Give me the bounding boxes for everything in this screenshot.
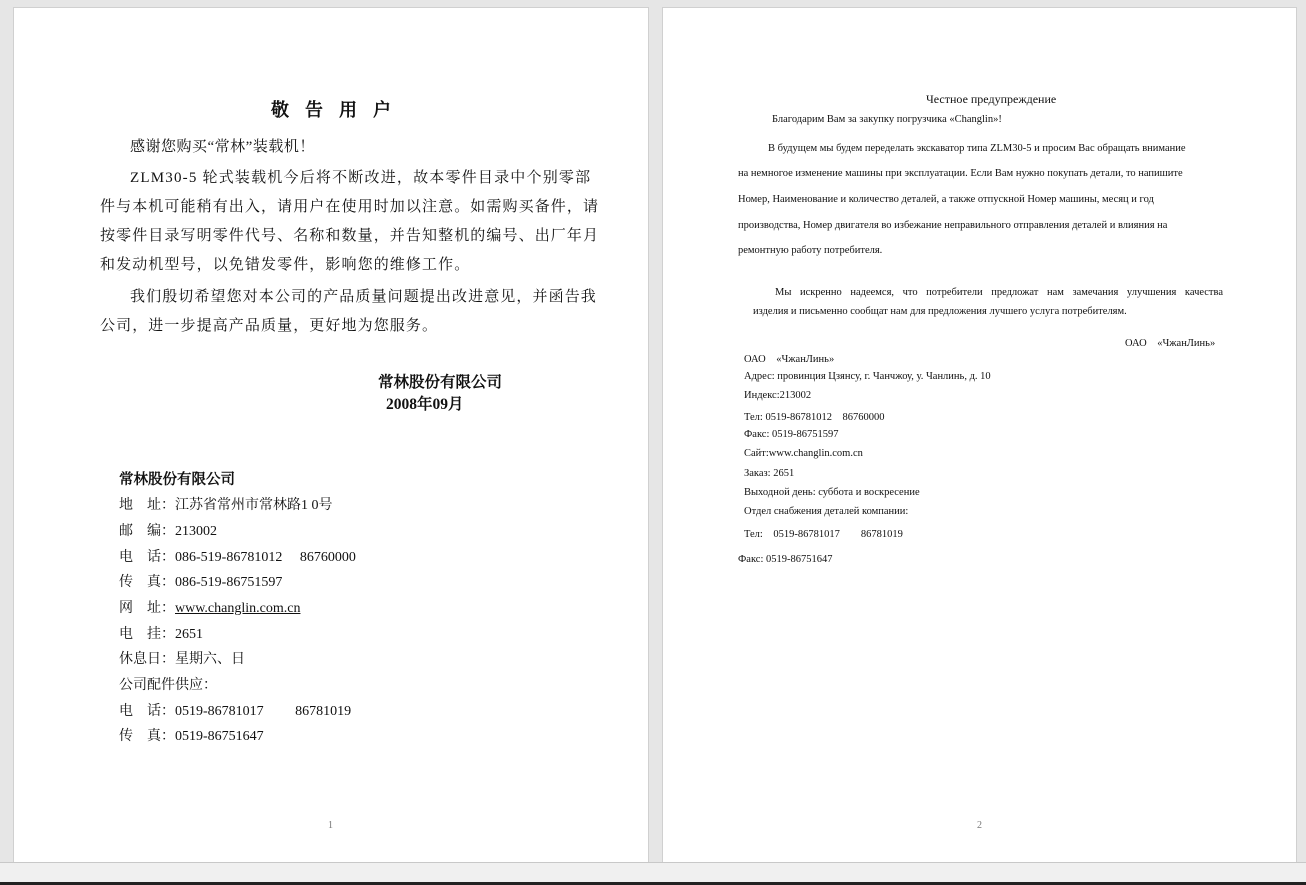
contact-line: ОАО «ЧжанЛинь»	[744, 354, 835, 365]
page-number: 2	[977, 820, 982, 831]
contact-line: Отдел снабжения деталей компании:	[744, 506, 909, 517]
page-number: 1	[328, 820, 333, 831]
contact-label: 电 挂：	[119, 627, 175, 642]
contact-line: Выходной день: суббота и воскресение	[744, 487, 920, 498]
contact-label: 电 话：	[119, 704, 175, 719]
contact-line: Факс: 0519-86751597	[744, 429, 839, 440]
paragraph-line: В будущем мы будем переделать экскаватор типа ZLM30-5 и просим Вас обращать внимание	[768, 143, 1186, 154]
horizontal-scrollbar[interactable]	[0, 862, 1306, 883]
contact-line: Тел: 0519-86781012 86760000	[744, 412, 885, 423]
contact-fax: Факс: 0519-86751647	[738, 554, 833, 565]
page-title: Честное предупреждение	[926, 92, 1057, 106]
paragraph-line: ремонтную работу потребителя.	[738, 245, 883, 256]
contact-label: 网 址：	[119, 601, 175, 616]
contact-line: Адрес: провинция Цзянсу, г. Чанчжоу, у. Чанлинь, д. 10	[744, 371, 991, 382]
paragraph-line: изделия и письменно сообщат нам для предложения лучшего услуга потребителям.	[753, 306, 1127, 317]
contact-postcode	[119, 520, 217, 540]
contact-line: Тел: 0519-86781017 86781019	[744, 529, 903, 540]
contact-label: 传 真：	[119, 575, 175, 590]
contact-value: 0519-86751647	[175, 729, 264, 744]
contact-label: 传 真：	[119, 729, 175, 744]
contact-value: 江苏省常州市常林路1 0号	[175, 498, 333, 513]
contact-website	[119, 597, 300, 617]
contact-value: 086-519-86781012 86760000	[175, 550, 356, 565]
contact-company: 常林股份有限公司	[119, 472, 235, 488]
paragraph-line: Мы искренно надеемся, что потребители предложат нам замечания улучшения качества	[775, 287, 1223, 298]
contact-label: 电 话：	[119, 550, 175, 565]
contact-value: 0519-86781017 86781019	[175, 704, 352, 719]
contact-phone	[119, 546, 356, 566]
contact-telegraph	[119, 623, 203, 643]
contact-value: 星期六、日	[175, 652, 245, 667]
paragraph-line: на немногое изменение машины при эксплуатации. Если Вам нужно покупать детали, то напишите	[738, 168, 1183, 179]
paragraph-line: 公司，进一步提高产品质量，更好地为您服务。	[100, 318, 439, 334]
greeting: Благодарим Вам за закупку погрузчика «Changlin»!	[772, 114, 1002, 125]
contact-line: Сайт:www.changlin.com.cn	[744, 448, 863, 459]
contact-label: 休息日：	[119, 652, 175, 667]
contact-parts-phone	[119, 700, 351, 720]
contact-label: 邮 编：	[119, 524, 175, 539]
contact-fax	[119, 571, 282, 591]
paragraph-line: производства, Номер двигателя во избежание неправильного отправления деталей и влияния на	[738, 220, 1168, 231]
contact-value: 2651	[175, 627, 203, 642]
contact-parts-supply	[119, 674, 217, 694]
contact-address	[119, 494, 333, 514]
paragraph-line: 我们殷切希望您对本公司的产品质量问题提出改进意见，并函告我	[130, 289, 597, 305]
contact-value: 086-519-86751597	[175, 575, 283, 590]
paragraph-line: 和发动机型号，以免错发零件，影响您的维修工作。	[100, 257, 471, 273]
website-link[interactable]: www.changlin.com.cn	[175, 601, 301, 616]
paragraph-greeting: 感谢您购买“常林”装载机！	[130, 139, 315, 155]
contact-label: 公司配件供应：	[119, 678, 217, 693]
paragraph-line: ZLM30-5 轮式装载机今后将不断改进，故本零件目录中个别零部	[130, 170, 592, 186]
document-page-1	[14, 8, 648, 862]
document-page-2	[663, 8, 1296, 862]
paragraph-line: 按零件目录写明零件代号、名称和数量，并告知整机的编号、出厂年月	[100, 228, 600, 244]
signature-date: 2008年09月	[386, 396, 464, 413]
signature: ОАО «ЧжанЛинь»	[1125, 338, 1216, 349]
paragraph-line: 件与本机可能稍有出入，请用户在使用时加以注意。如需购买备件，请	[100, 199, 600, 215]
contact-rest-day	[119, 648, 245, 668]
page-title: 敬告用户	[271, 100, 407, 120]
contact-label: 地 址：	[119, 498, 175, 513]
signature-company: 常林股份有限公司	[378, 374, 503, 391]
contact-value: 213002	[175, 524, 217, 539]
contact-parts-fax	[119, 725, 264, 745]
contact-line: Индекс:213002	[744, 390, 812, 401]
paragraph-line: Номер, Наименование и количество деталей, а также отпускной Номер машины, месяц и год	[738, 194, 1154, 205]
contact-line: Заказ: 2651	[744, 468, 795, 479]
